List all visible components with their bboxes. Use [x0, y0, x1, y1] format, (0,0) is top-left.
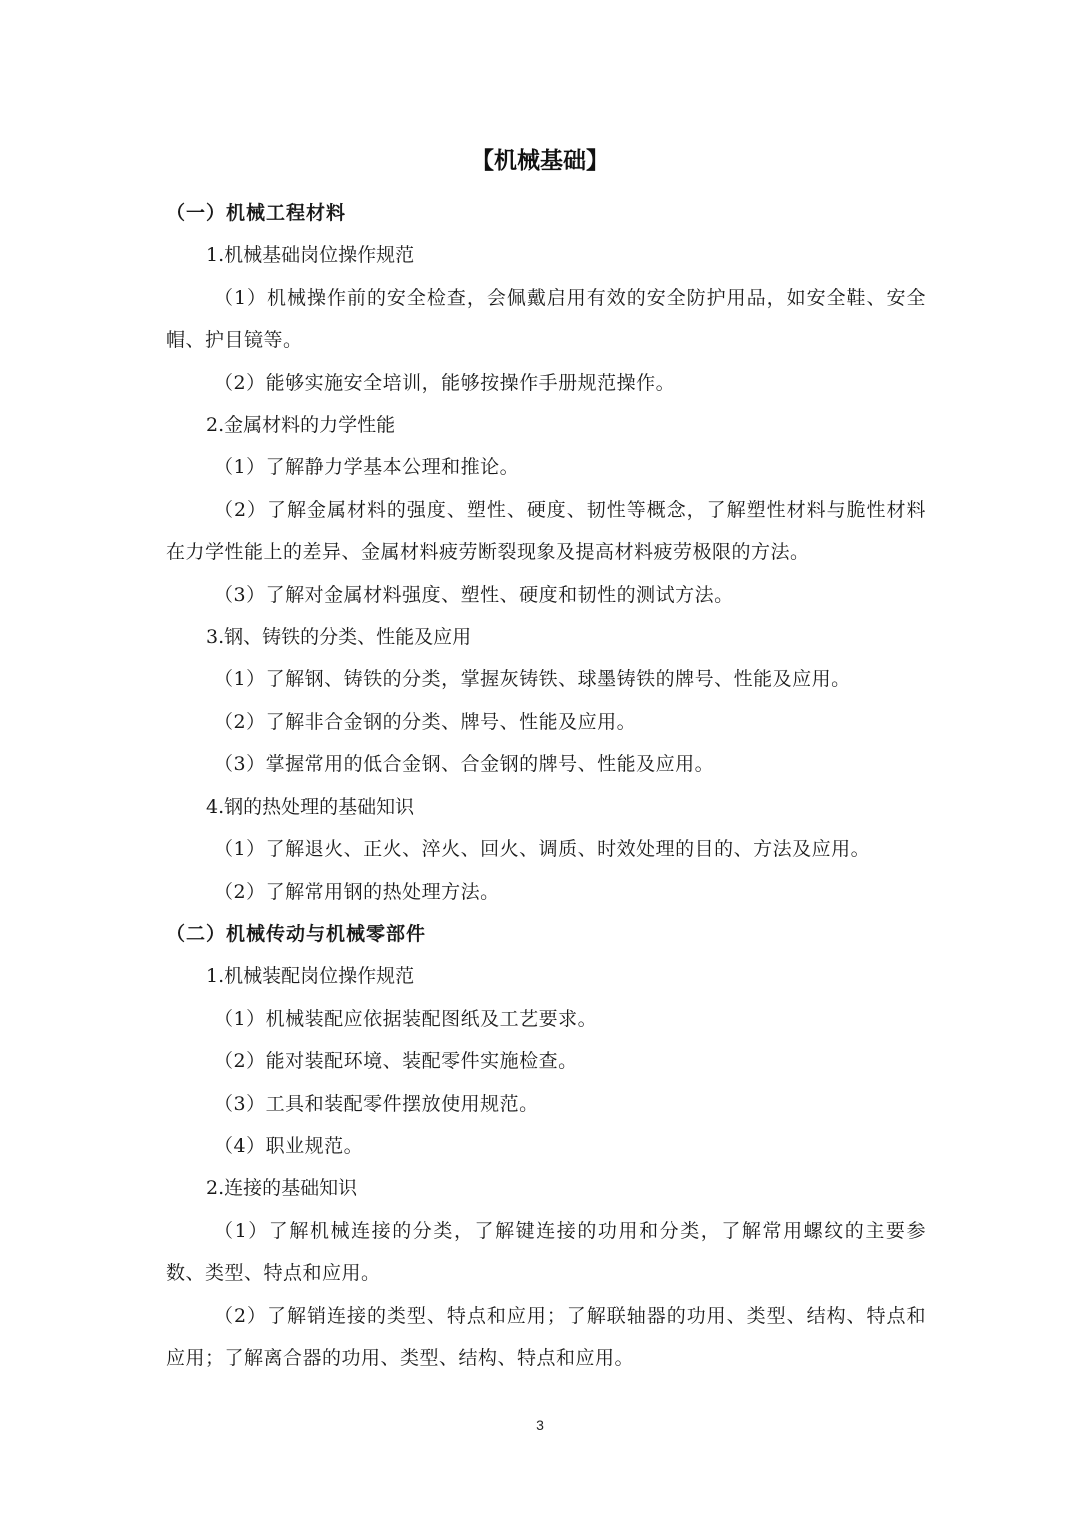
list-item: （2）了解常用钢的热处理方法。 [214, 880, 500, 903]
list-item: （3）掌握常用的低合金钢、合金钢的牌号、性能及应用。 [214, 753, 715, 776]
subsection-heading: 1.机械基础岗位操作规范 [206, 244, 415, 267]
list-item: （1）了解机械连接的分类，了解键连接的功用和分类，了解常用螺纹的主要参数、类型、特点和应用。 [166, 1219, 926, 1285]
subsection-heading: 2.金属材料的力学性能 [206, 414, 396, 437]
list-item: （1）了解静力学基本公理和推论。 [214, 456, 520, 479]
subsection-heading: 4.钢的热处理的基础知识 [206, 795, 415, 818]
list-item: （1）了解退火、正火、淬火、回火、调质、时效处理的目的、方法及应用。 [214, 838, 871, 861]
list-item: （2）了解非合金钢的分类、牌号、性能及应用。 [214, 710, 637, 733]
section-heading: （一）机械工程材料 [166, 202, 347, 224]
subsection-heading: 1.机械装配岗位操作规范 [206, 965, 415, 988]
list-item: （1）机械装配应依据装配图纸及工艺要求。 [214, 1007, 598, 1030]
list-item: （2）了解销连接的类型、特点和应用；了解联轴器的功用、类型、结构、特点和应用；了解离合器的功用、类型、结构、特点和应用。 [166, 1304, 926, 1369]
page-number: 3 [536, 1417, 544, 1433]
list-item: （3）了解对金属材料强度、塑性、硬度和韧性的测试方法。 [214, 583, 734, 606]
list-item: （1）机械操作前的安全检查，会佩戴启用有效的安全防护用品，如安全鞋、安全帽、护目镜等。 [166, 286, 926, 352]
list-item: （3）工具和装配零件摆放使用规范。 [214, 1092, 539, 1115]
document-body [166, 192, 926, 1379]
page-title: 【机械基础】 [471, 148, 609, 174]
list-item: （2）了解金属材料的强度、塑性、硬度、韧性等概念，了解塑性材料与脆性材料在力学性能上的差异、金属材料疲劳断裂现象及提高材料疲劳极限的方法。 [166, 498, 926, 564]
section-heading: （二）机械传动与机械零部件 [166, 922, 427, 945]
subsection-heading: 2.连接的基础知识 [206, 1177, 358, 1200]
list-item: （4）职业规范。 [214, 1134, 364, 1157]
list-item: （2）能够实施安全培训，能够按操作手册规范操作。 [214, 371, 676, 394]
subsection-heading: 3.钢、铸铁的分类、性能及应用 [206, 626, 472, 649]
list-item: （2）能对装配环境、装配零件实施检查。 [214, 1050, 578, 1073]
list-item: （1）了解钢、铸铁的分类，掌握灰铸铁、球墨铸铁的牌号、性能及应用。 [214, 668, 851, 691]
